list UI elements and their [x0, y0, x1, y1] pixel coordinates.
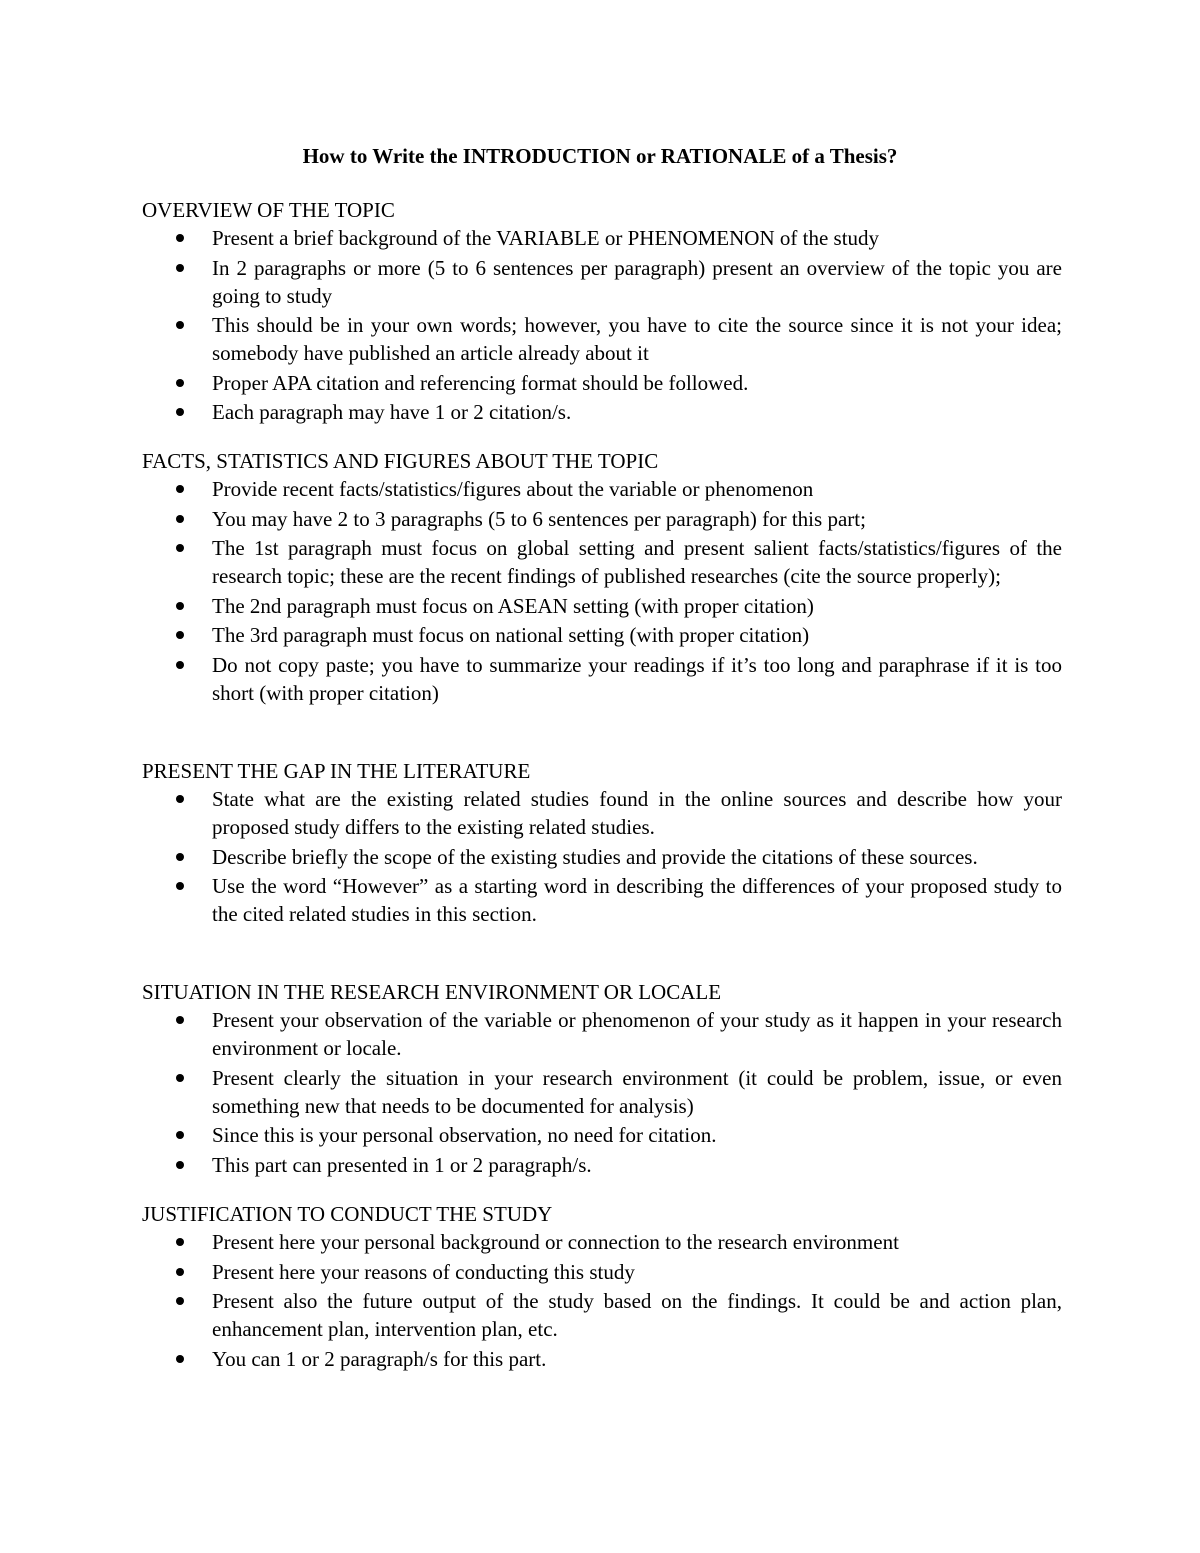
document-title: How to Write the INTRODUCTION or RATIONALE of a Thesis?	[302, 144, 898, 168]
section-overview	[142, 196, 1062, 428]
bullet-item	[142, 621, 1062, 649]
bullet-icon	[176, 515, 184, 523]
bullet-item	[142, 1121, 1062, 1149]
bullet-text: Present here your reasons of conducting this study	[212, 1259, 635, 1284]
section-situation	[142, 978, 1062, 1180]
bullet-text: Present your observation of the variable or phenomenon of your study as it happen in your research environment or locale.	[212, 1008, 1062, 1060]
bullet-text: Provide recent facts/statistics/figures about the variable or phenomenon	[212, 477, 814, 501]
bullet-list	[142, 1006, 1062, 1179]
bullet-icon	[176, 485, 184, 493]
bullet-text: State what are the existing related studies found in the online sources and describe how your proposed study differs to the existing related studies.	[212, 787, 1062, 839]
section-heading: JUSTIFICATION TO CONDUCT THE STUDY	[142, 1202, 553, 1226]
bullet-text: The 2nd paragraph must focus on ASEAN setting (with proper citation)	[212, 593, 814, 618]
bullet-icon	[176, 631, 184, 639]
bullet-icon	[176, 1016, 184, 1024]
section-facts	[142, 447, 1062, 708]
bullet-item	[142, 1006, 1062, 1062]
bullet-list	[142, 785, 1062, 928]
bullet-icon	[176, 408, 184, 416]
bullet-icon	[176, 1131, 184, 1139]
bullet-icon	[176, 1238, 184, 1246]
bullet-icon	[176, 882, 184, 890]
bullet-icon	[176, 264, 184, 272]
bullet-icon	[176, 1074, 184, 1082]
bullet-item	[142, 1228, 1062, 1256]
bullet-item	[142, 1064, 1062, 1120]
bullet-item	[142, 592, 1062, 620]
bullet-text: The 1st paragraph must focus on global setting and present salient facts/statistics/figures of the research topic; these are the recent findings of published researches (cite the source properly);	[212, 536, 1062, 588]
bullet-icon	[176, 661, 184, 669]
bullet-item	[142, 475, 1062, 503]
bullet-text: Present clearly the situation in your research environment (it could be problem, issue, or even something new that needs to be documented for analysis)	[212, 1065, 1062, 1118]
bullet-text: Each paragraph may have 1 or 2 citation/s.	[212, 400, 572, 424]
bullet-item	[142, 534, 1062, 590]
bullet-list	[142, 224, 1062, 426]
bullet-text: Describe briefly the scope of the existing studies and provide the citations of these sources.	[212, 844, 978, 869]
bullet-icon	[176, 321, 184, 329]
bullet-text: Since this is your personal observation, no need for citation.	[212, 1123, 717, 1147]
bullet-item	[142, 651, 1062, 707]
section-justification	[142, 1200, 1062, 1374]
bullet-text: In 2 paragraphs or more (5 to 6 sentences per paragraph) present an overview of the topic you are going to study	[212, 255, 1062, 308]
section-gap	[142, 757, 1062, 930]
bullet-icon	[176, 795, 184, 803]
bullet-item	[142, 1151, 1062, 1179]
bullet-icon	[176, 1355, 184, 1363]
bullet-text: Use the word “However” as a starting word in describing the differences of your proposed study to the cited related studies in this section.	[212, 874, 1062, 926]
bullet-icon	[176, 1161, 184, 1169]
bullet-text: You may have 2 to 3 paragraphs (5 to 6 sentences per paragraph) for this part;	[212, 506, 866, 531]
bullet-icon	[176, 544, 184, 552]
bullet-item	[142, 254, 1062, 310]
bullet-icon	[176, 853, 184, 861]
bullet-icon	[176, 1297, 184, 1305]
bullet-item	[142, 785, 1062, 841]
bullet-item	[142, 1287, 1062, 1343]
bullet-item	[142, 505, 1062, 533]
bullet-item	[142, 369, 1062, 397]
bullet-text: Proper APA citation and referencing format should be followed.	[212, 370, 749, 395]
bullet-text: Present a brief background of the VARIABLE or PHENOMENON of the study	[212, 226, 880, 250]
bullet-text: This should be in your own words; however, you have to cite the source since it is not your idea; somebody have published an article already about it	[212, 313, 1062, 365]
bullet-icon	[176, 379, 184, 387]
bullet-item	[142, 398, 1062, 426]
bullet-item	[142, 1345, 1062, 1373]
bullet-item	[142, 1258, 1062, 1286]
bullet-text: Present here your personal background or connection to the research environment	[212, 1230, 899, 1254]
section-heading: PRESENT THE GAP IN THE LITERATURE	[142, 759, 531, 783]
bullet-list	[142, 1228, 1062, 1373]
bullet-icon	[176, 602, 184, 610]
section-heading: OVERVIEW OF THE TOPIC	[142, 198, 395, 222]
bullet-icon	[176, 1268, 184, 1276]
bullet-item	[142, 843, 1062, 871]
bullet-text: Do not copy paste; you have to summarize your readings if it’s too long and paraphrase if it is too short (with proper citation)	[212, 652, 1062, 705]
bullet-item	[142, 311, 1062, 367]
bullet-item	[142, 872, 1062, 928]
bullet-text: Present also the future output of the study based on the findings. It could be and action plan, enhancement plan, intervention plan, etc.	[212, 1289, 1062, 1341]
bullet-text: You can 1 or 2 paragraph/s for this part.	[212, 1346, 547, 1371]
bullet-item	[142, 224, 1062, 252]
bullet-text: The 3rd paragraph must focus on national setting (with proper citation)	[212, 623, 810, 647]
bullet-list	[142, 475, 1062, 707]
bullet-text: This part can presented in 1 or 2 paragraph/s.	[212, 1152, 592, 1177]
section-heading: FACTS, STATISTICS AND FIGURES ABOUT THE TOPIC	[142, 449, 659, 473]
section-heading: SITUATION IN THE RESEARCH ENVIRONMENT OR LOCALE	[142, 980, 722, 1004]
bullet-icon	[176, 234, 184, 242]
